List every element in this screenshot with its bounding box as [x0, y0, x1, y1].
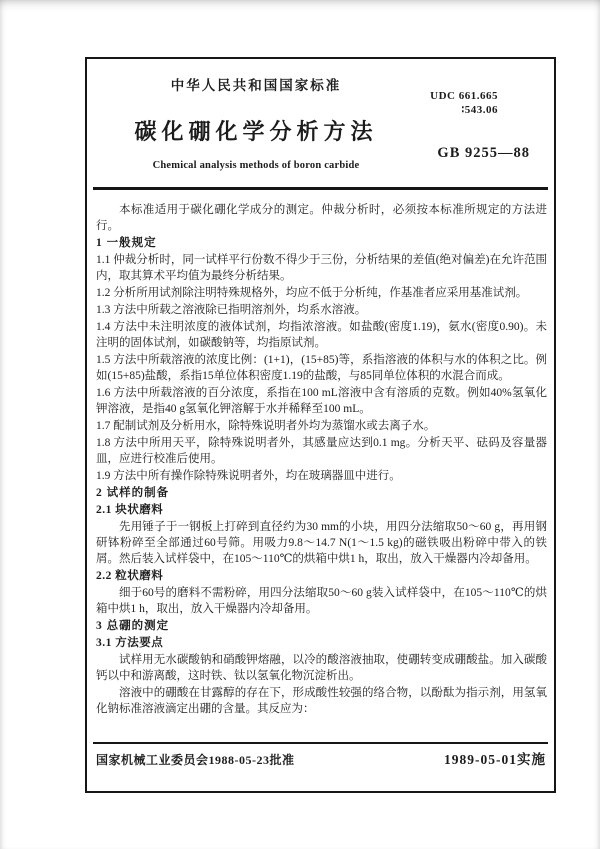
approval-note: 国家机械工业委员会1988-05-23批准: [96, 753, 295, 767]
udc-line-1: UDC 661.665: [430, 90, 498, 102]
clause-1-2: 1.2 分析所用试剂除注明特殊规格外，均应不低于分析纯，作基准者应采用基准试剂。: [96, 287, 528, 299]
document-body: [96, 202, 547, 739]
clause-1-9: 1.9 方法中所有操作除特殊说明者外，均在玻璃器皿中进行。: [96, 470, 401, 482]
page-border-frame: [85, 57, 556, 793]
section-1-heading: 1 一般规定: [96, 237, 157, 249]
section-2-heading: 2 试样的制备: [96, 487, 170, 499]
footer: [96, 748, 546, 768]
section-2-1-heading: 2.1 块状磨料: [96, 504, 164, 516]
clause-1-1: 1.1 仲裁分析时，同一试样平行份数不得少于三份，分析结果的差值(绝对偏差)在允许范围内，取其算术平均值为最终分析结果。: [96, 254, 547, 282]
section-3-1-paragraph-1: 试样用无水碳酸钠和硝酸钾熔融，以冷的酸溶液抽取，使硼转变成硼酸盐。加入碳酸钙以中和游离酸，这时铁、钛以氢氧化物沉淀析出。: [96, 654, 547, 682]
clause-1-8: 1.8 方法中所用天平，除特殊说明者外，其感量应达到0.1 mg。分析天平、砝码及容量器皿，应进行校准后使用。: [96, 437, 547, 465]
document-title: 碳化硼化学分析方法: [134, 119, 378, 144]
clause-1-4: 1.4 方法中未注明浓度的液体试剂，均指浓溶液。如盐酸(密度1.19)，氨水(密度0.90)。未注明的固体试剂，如碳酸钠等，均指原试剂。: [96, 321, 547, 349]
section-3-heading: 3 总硼的测定: [96, 620, 170, 632]
implementation-note: 1989-05-01实施: [444, 752, 546, 767]
section-2-2-heading: 2.2 粒状磨料: [96, 570, 164, 582]
section-3-1-paragraph-2: 溶液中的硼酸在甘露醇的存在下，形成酸性较强的络合物，以酚酞为指示剂，用氢氧化钠标准溶液滴定出硼的含量。其反应为：: [96, 687, 547, 715]
header-rule: [93, 187, 548, 190]
standard-number: GB 9255—88: [437, 145, 530, 161]
footer-rule: [93, 742, 548, 744]
clause-1-6: 1.6 方法中所载溶液的百分浓度，系指在100 mL溶液中含有溶质的克数。例如40%氢氧化钾溶液，是指40 g氢氧化钾溶解于水并稀释至100 mL。: [96, 387, 547, 415]
section-2-2-paragraph: 细于60号的磨料不需粉碎，用四分法缩取50～60 g装入试样袋中，在105～110℃的烘箱中烘1 h，取出，放入干燥器内冷却备用。: [96, 587, 547, 615]
clause-1-5: 1.5 方法中所载溶液的浓度比例：(1+1)，(15+85)等，系指溶液的体积与水的体积之比。例如(15+85)盐酸，系指15单位体积密度1.19的盐酸，与85同单位体积的水混合而成。: [96, 354, 547, 382]
udc-number: [430, 89, 498, 117]
intro-paragraph: 本标准适用于碳化硼化学成分的测定。仲裁分析时，必须按本标准所规定的方法进行。: [96, 204, 547, 232]
clause-1-3: 1.3 方法中所载之溶液除已指明溶剂外，均系水溶液。: [96, 304, 367, 316]
header-standard-name: 中华人民共和国国家标准: [170, 78, 342, 93]
section-3-1-heading: 3.1 方法要点: [96, 637, 164, 649]
udc-line-2: ∶543.06: [461, 104, 498, 116]
clause-1-7: 1.7 配制试剂及分析用水，除特殊说明者外均为蒸馏水或去离子水。: [96, 420, 436, 432]
section-2-1-paragraph: 先用锤子于一钢板上打碎到直径约为30 mm的小块，用四分法缩取50～60 g，再用钢研钵粉碎至全部通过60号筛。用吸力9.8～14.7 N(1～1.5 kg)的磁铁吸出粉碎中带入的铁屑。然后装入试样袋中，在105～110℃的烘箱中烘1 h，取出，放入干燥器内冷却备用。: [96, 521, 547, 565]
document-title-english: Chemical analysis methods of boron carbide: [152, 160, 360, 171]
